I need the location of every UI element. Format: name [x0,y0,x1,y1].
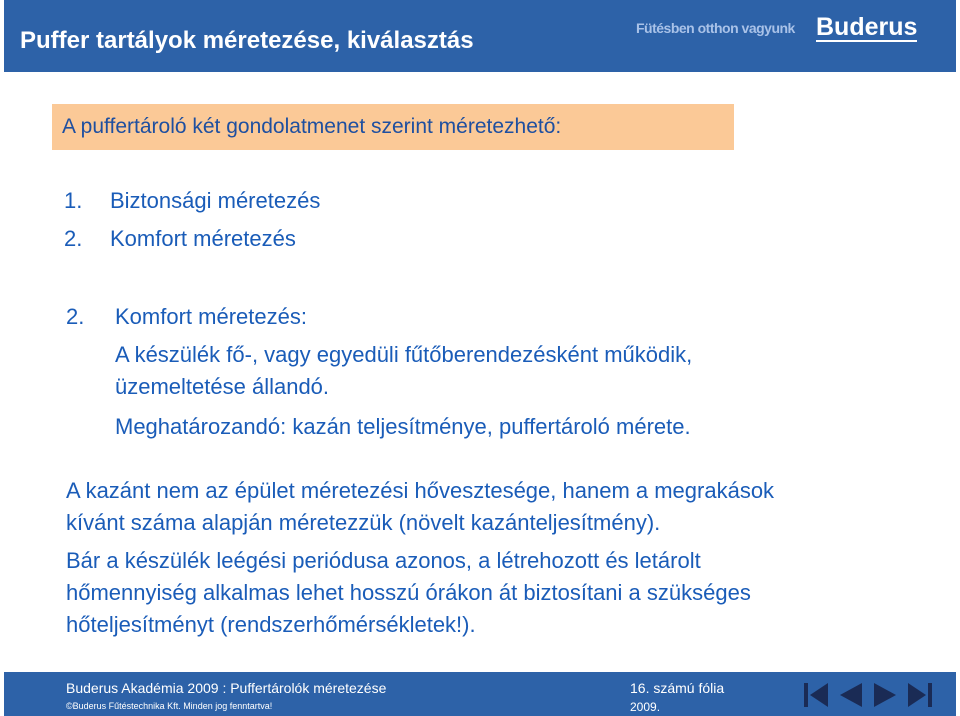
callout-text: A puffertároló két gondolatmenet szerint méretezhető: [62,115,562,138]
first-slide-icon[interactable] [804,682,830,708]
section-line: üzemeltetése állandó. [115,374,330,399]
section-num: 2. [66,304,85,329]
callout-box [52,104,734,150]
next-slide-icon[interactable] [872,682,898,708]
slogan: Fütésben otthon vagyunk [636,20,795,36]
slide-title: Puffer tartályok méretezése, kiválasztás [20,27,474,54]
paragraph-line: A kazánt nem az épület méretezési hővesztesége, hanem a megrakások [66,478,775,503]
section-line: A készülék fő-, vagy egyedüli fűtőberendezésként működik, [115,342,693,367]
previous-slide-icon[interactable] [838,682,864,708]
list-item-2: Komfort méretezés [110,226,296,251]
paragraph-line: hőteljesítményt (rendszerhőmérsékletek!). [66,612,476,637]
footer-year: 2009. [630,700,661,714]
buderus-logo: Buderus [816,13,918,41]
footer-slide-number: 16. számú fólia [630,680,725,696]
footer-copyright: ©Buderus Fűtéstechnika Kft. Minden jog fenntartva! [66,701,273,711]
paragraph-line: kívánt száma alapján méretezzük (növelt kazánteljesítmény). [66,510,661,535]
list-item-1: Biztonsági méretezés [110,188,321,213]
section-line: Meghatározandó: kazán teljesítménye, puffertároló mérete. [115,414,691,439]
list-num-2: 2. [64,226,83,251]
last-slide-icon[interactable] [906,682,932,708]
list-num-1: 1. [64,188,83,213]
paragraph-line: hőmennyiség alkalmas lehet hosszú órákon át biztosítani a szükséges [66,580,751,605]
paragraph-line: Bár a készülék leégési periódusa azonos, a létrehozott és letárolt [66,548,701,573]
footer-course: Buderus Akadémia 2009 : Puffertárolók méretezése [66,680,387,696]
section-heading: Komfort méretezés: [115,304,307,329]
